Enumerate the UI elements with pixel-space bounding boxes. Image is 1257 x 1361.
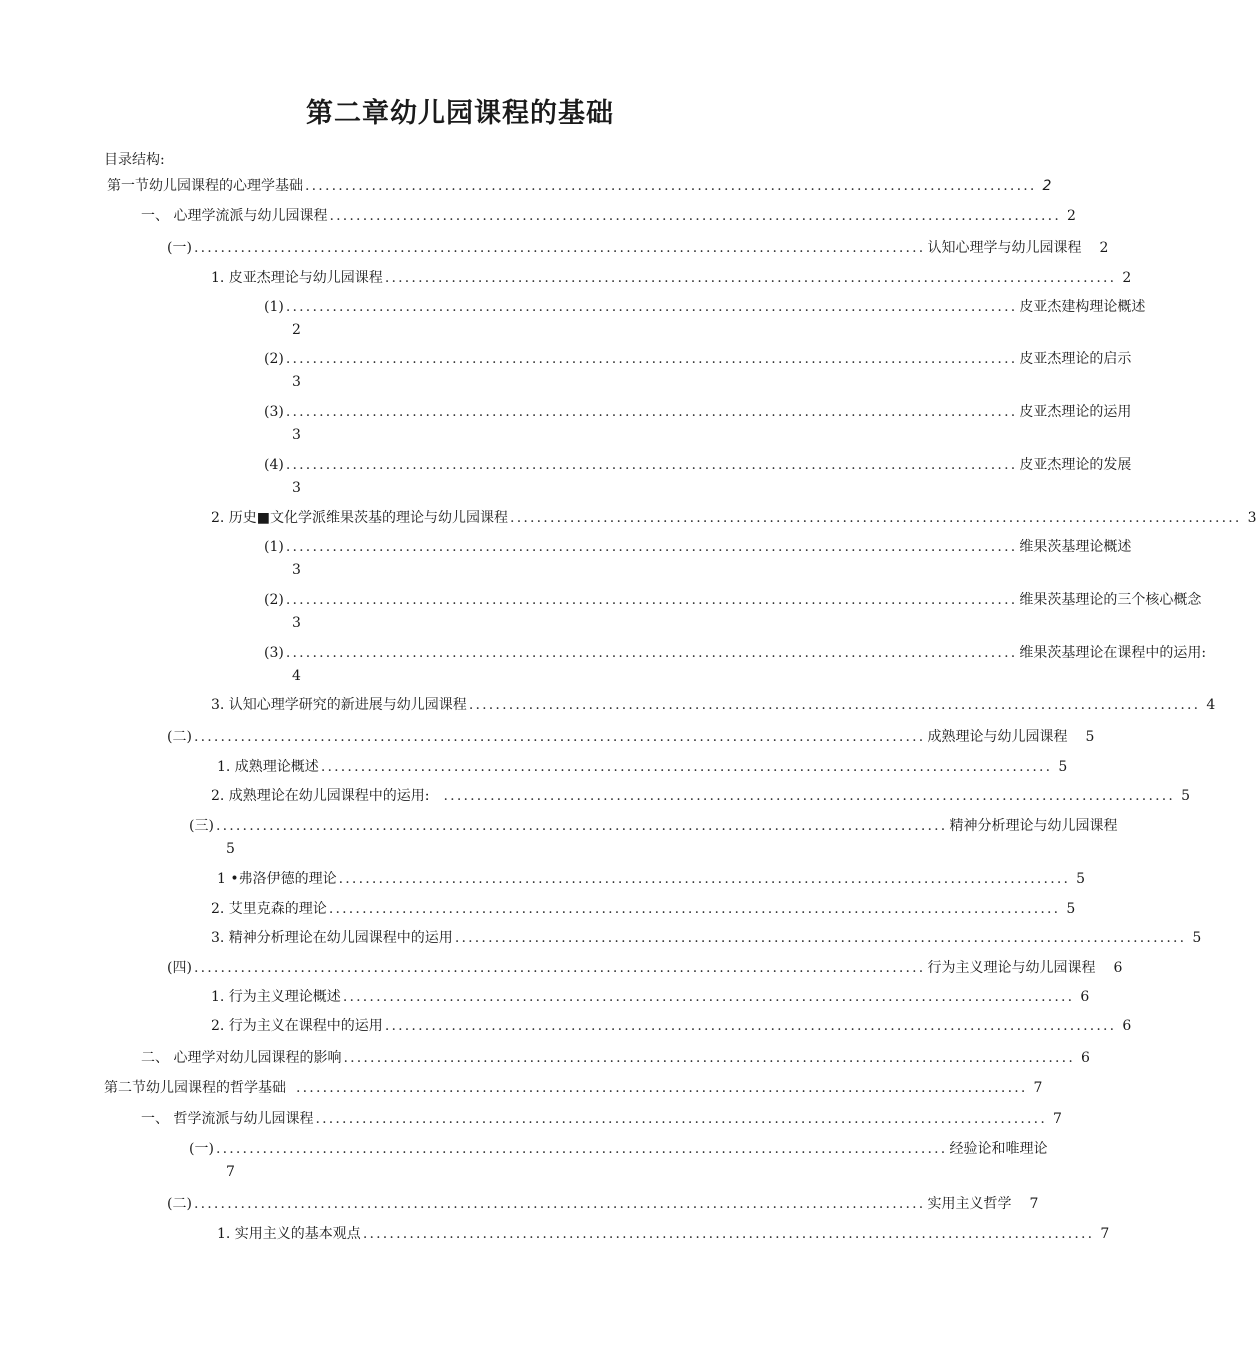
toc-entry[interactable] bbox=[264, 349, 1132, 369]
toc-entry-label: 1. 行为主义理论概述 bbox=[211, 989, 341, 1005]
toc-entry-number: (三) bbox=[189, 818, 214, 834]
toc-entry-label: 皮亚杰理论的运用 bbox=[1019, 404, 1132, 420]
leader-dots: .............................................................................................................. bbox=[285, 457, 1018, 473]
toc-entry-label: 2. 艾里克森的理论 bbox=[211, 901, 327, 917]
toc-entry[interactable] bbox=[217, 757, 1068, 777]
toc-entry[interactable] bbox=[211, 899, 1076, 919]
toc-entry[interactable] bbox=[264, 537, 1132, 557]
leader-dots: .............................................................................................................. bbox=[193, 1196, 926, 1212]
toc-entry[interactable] bbox=[189, 1139, 1048, 1159]
leader-dots: .............................................................................................................. bbox=[342, 989, 1075, 1005]
toc-entry[interactable] bbox=[141, 206, 1076, 226]
leader-dots: .............................................................................................................. bbox=[329, 208, 1061, 224]
toc-label: 目录结构: bbox=[104, 152, 165, 168]
toc-entry-label: 认知心理学与幼儿园课程 bbox=[927, 240, 1082, 256]
toc-entry[interactable] bbox=[264, 402, 1132, 422]
toc-page-number: 2 bbox=[1099, 240, 1109, 256]
leader-dots: .............................................................................................................. bbox=[443, 788, 1176, 804]
leader-dots: .............................................................................................................. bbox=[285, 592, 1018, 608]
toc-entry[interactable] bbox=[167, 1194, 1039, 1214]
leader-dots: .............................................................................................................. bbox=[285, 299, 1018, 315]
toc-entry-label: 精神分析理论与幼儿园课程 bbox=[949, 818, 1118, 834]
toc-entry-label: 皮亚杰建构理论概述 bbox=[1019, 299, 1146, 315]
toc-entry-label: 1 •弗洛伊德的理论 bbox=[217, 871, 337, 887]
leader-dots: .............................................................................................................. bbox=[285, 404, 1018, 420]
leader-dots: .............................................................................................................. bbox=[285, 351, 1018, 367]
toc-page-number: 6 bbox=[1122, 1018, 1132, 1034]
leader-dots: .............................................................................................................. bbox=[328, 901, 1061, 917]
leader-dots: .............................................................................................................. bbox=[285, 645, 1018, 661]
toc-entry-number: (3) bbox=[264, 645, 284, 661]
toc-entry[interactable] bbox=[211, 268, 1132, 288]
toc-entry-number: (2) bbox=[264, 592, 284, 608]
toc-entry[interactable] bbox=[217, 1224, 1110, 1244]
toc-entry[interactable] bbox=[211, 508, 1257, 528]
toc-page-number: 5 bbox=[1058, 759, 1068, 775]
toc-entry-label: 2. 成熟理论在幼儿园课程中的运用: bbox=[211, 788, 430, 804]
toc-entry[interactable] bbox=[167, 958, 1123, 978]
leader-dots: .............................................................................................................. bbox=[193, 960, 926, 976]
toc-page-number: 2 bbox=[1042, 178, 1052, 194]
leader-dots: .............................................................................................................. bbox=[510, 510, 1242, 526]
leader-dots: .............................................................................................................. bbox=[285, 539, 1018, 555]
toc-entry-number: (1) bbox=[264, 299, 284, 315]
leader-dots: .............................................................................................................. bbox=[468, 697, 1201, 713]
toc-entry-label: 实用主义哲学 bbox=[927, 1196, 1012, 1212]
toc-entry-label: 1. 成熟理论概述 bbox=[217, 759, 319, 775]
toc-entry-label: 1. 实用主义的基本观点 bbox=[217, 1226, 361, 1242]
toc-page-number: 3 bbox=[292, 427, 301, 443]
toc-entry-label: 一、 心理学流派与幼儿园课程 bbox=[141, 208, 328, 224]
toc-entry-number: (二) bbox=[167, 1196, 192, 1212]
toc-page-number: 3 bbox=[292, 374, 301, 390]
toc-entry-label: 第二节幼儿园课程的哲学基础 bbox=[104, 1080, 286, 1096]
toc-entry[interactable] bbox=[211, 928, 1202, 948]
toc-page-number: 5 bbox=[1066, 901, 1076, 917]
toc-entry-label: 2. 历史■文化学派维果茨基的理论与幼儿园课程 bbox=[211, 510, 509, 526]
toc-page-number: 5 bbox=[1181, 788, 1190, 804]
toc-entry[interactable] bbox=[264, 455, 1132, 475]
toc-entry[interactable] bbox=[104, 1078, 1043, 1098]
toc-page-number: 4 bbox=[1206, 697, 1216, 713]
toc-page-number: 7 bbox=[1033, 1080, 1043, 1096]
toc-entry-number: (四) bbox=[167, 960, 192, 976]
toc-entry-number: (2) bbox=[264, 351, 284, 367]
toc-entry-label: 一、 哲学流派与幼儿园课程 bbox=[141, 1111, 314, 1127]
toc-entry-label: 维果茨基理论在课程中的运用: bbox=[1019, 645, 1207, 661]
leader-dots: .............................................................................................................. bbox=[384, 1018, 1117, 1034]
toc-entry-label: 经验论和唯理论 bbox=[949, 1141, 1048, 1157]
leader-dots: .............................................................................................................. bbox=[454, 930, 1187, 946]
toc-entry-label: 行为主义理论与幼儿园课程 bbox=[927, 960, 1096, 976]
leader-dots: .............................................................................................................. bbox=[193, 240, 926, 256]
toc-entry[interactable] bbox=[107, 176, 1052, 196]
toc-page-number: 3 bbox=[1247, 510, 1257, 526]
toc-entry[interactable] bbox=[189, 816, 1118, 836]
toc-page-number: 5 bbox=[1076, 871, 1086, 887]
leader-dots: .............................................................................................................. bbox=[215, 818, 948, 834]
toc-page-number: 7 bbox=[226, 1164, 235, 1180]
toc-entry[interactable] bbox=[217, 869, 1086, 889]
toc-entry-number: (一) bbox=[189, 1141, 214, 1157]
leader-dots: .............................................................................................................. bbox=[296, 1080, 1028, 1096]
leader-dots: .............................................................................................................. bbox=[384, 270, 1117, 286]
toc-entry[interactable] bbox=[141, 1109, 1062, 1129]
leader-dots: .............................................................................................................. bbox=[320, 759, 1053, 775]
toc-page-number: 2 bbox=[1122, 270, 1132, 286]
toc-entry[interactable] bbox=[211, 786, 1190, 806]
leader-dots: .............................................................................................................. bbox=[315, 1111, 1047, 1127]
toc-entry-number: (一) bbox=[167, 240, 192, 256]
toc-entry-label: 成熟理论与幼儿园课程 bbox=[927, 729, 1068, 745]
toc-page-number: 5 bbox=[226, 841, 235, 857]
leader-dots: .............................................................................................................. bbox=[215, 1141, 948, 1157]
toc-page-number: 3 bbox=[292, 615, 301, 631]
toc-page-number: 5 bbox=[1085, 729, 1095, 745]
toc-entry[interactable] bbox=[167, 238, 1109, 258]
toc-entry-label: 皮亚杰理论的发展 bbox=[1019, 457, 1132, 473]
toc-entry[interactable] bbox=[211, 1016, 1132, 1036]
toc-page-number: 7 bbox=[1029, 1196, 1039, 1212]
toc-page-number: 7 bbox=[1100, 1226, 1110, 1242]
toc-entry[interactable] bbox=[264, 643, 1207, 663]
toc-page-number: 7 bbox=[1052, 1111, 1062, 1127]
toc-page-number: 3 bbox=[292, 562, 301, 578]
leader-dots: .............................................................................................................. bbox=[362, 1226, 1095, 1242]
toc-page-number: 4 bbox=[292, 668, 301, 684]
toc-page-number: 2 bbox=[1066, 208, 1076, 224]
toc-entry-label: 1. 皮亚杰理论与幼儿园课程 bbox=[211, 270, 383, 286]
toc-entry-label: 维果茨基理论概述 bbox=[1019, 539, 1132, 555]
toc-entry-number: (3) bbox=[264, 404, 284, 420]
toc-page-number: 6 bbox=[1080, 989, 1090, 1005]
toc-entry-number: (4) bbox=[264, 457, 284, 473]
leader-dots: .............................................................................................................. bbox=[343, 1050, 1075, 1066]
toc-entry[interactable] bbox=[141, 1048, 1090, 1068]
page-title: 第二章幼儿园课程的基础 bbox=[306, 98, 614, 129]
toc-page-number: 2 bbox=[292, 322, 301, 338]
toc-entry[interactable] bbox=[167, 727, 1095, 747]
leader-dots: .............................................................................................................. bbox=[305, 178, 1037, 194]
toc-entry-label: 二、 心理学对幼儿园课程的影响 bbox=[141, 1050, 342, 1066]
toc-entry-label: 2. 行为主义在课程中的运用 bbox=[211, 1018, 383, 1034]
toc-entry[interactable] bbox=[264, 297, 1146, 317]
toc-entry[interactable] bbox=[211, 695, 1216, 715]
toc-entry[interactable] bbox=[264, 590, 1202, 610]
toc-page-number: 5 bbox=[1192, 930, 1202, 946]
toc-page-number: 6 bbox=[1113, 960, 1123, 976]
toc-entry-number: (二) bbox=[167, 729, 192, 745]
toc-entry-label: 第一节幼儿园课程的心理学基础 bbox=[107, 178, 303, 194]
toc-page-number: 6 bbox=[1080, 1050, 1090, 1066]
toc-entry[interactable] bbox=[211, 987, 1090, 1007]
leader-dots: .............................................................................................................. bbox=[193, 729, 926, 745]
leader-dots: .............................................................................................................. bbox=[338, 871, 1071, 887]
toc-entry-label: 维果茨基理论的三个核心概念 bbox=[1019, 592, 1202, 608]
toc-entry-label: 3. 精神分析理论在幼儿园课程中的运用 bbox=[211, 930, 453, 946]
toc-page-number: 3 bbox=[292, 480, 301, 496]
toc-entry-label: 皮亚杰理论的启示 bbox=[1019, 351, 1132, 367]
toc-entry-number: (1) bbox=[264, 539, 284, 555]
toc-entry-label: 3. 认知心理学研究的新进展与幼儿园课程 bbox=[211, 697, 467, 713]
